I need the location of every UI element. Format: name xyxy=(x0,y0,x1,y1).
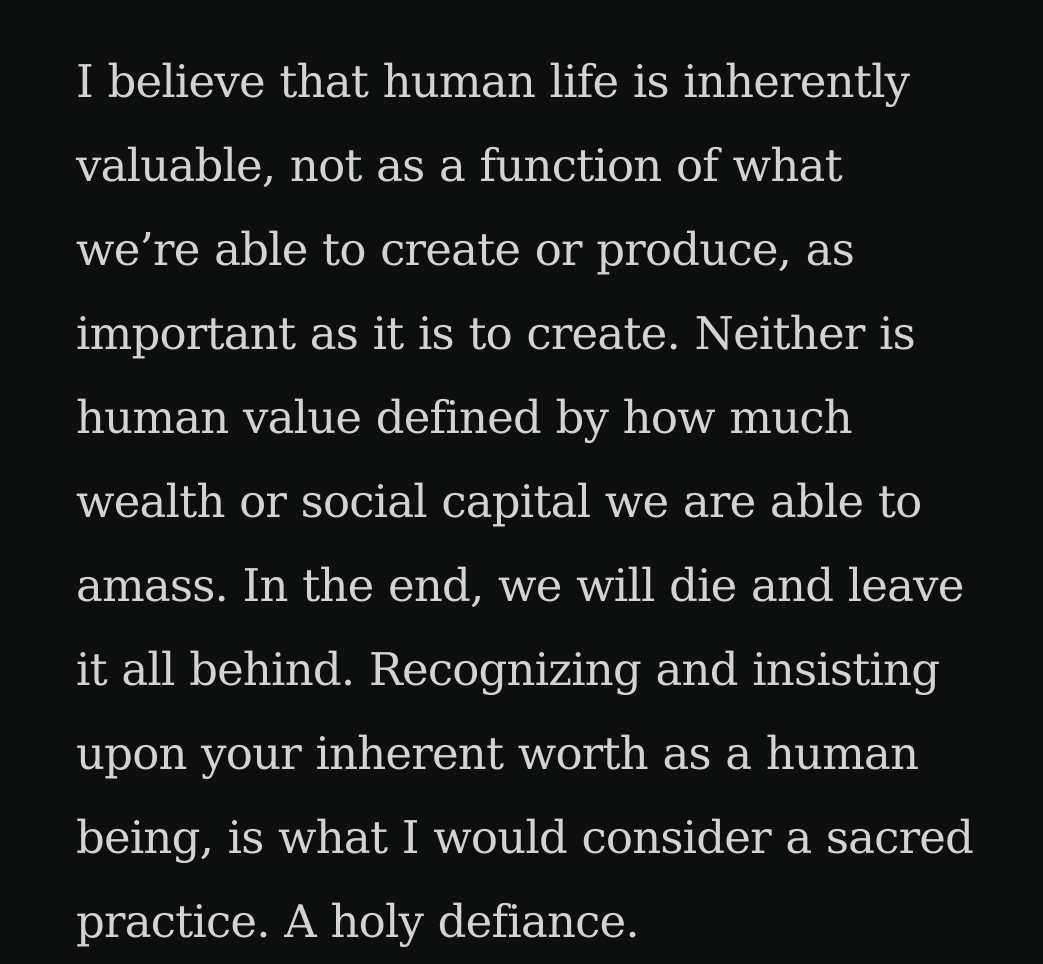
passage-line: important as it is to create. Neither is xyxy=(76,307,915,360)
passage-line: amass. In the end, we will die and leave xyxy=(76,559,964,612)
passage-line: human value defined by how much xyxy=(76,391,852,444)
passage-line: we’re able to create or produce, as xyxy=(76,223,855,276)
passage-line: being, is what I would consider a sacred xyxy=(76,811,974,864)
passage-line: practice. A holy defiance. xyxy=(76,895,639,948)
passage-line: valuable, not as a function of what xyxy=(76,139,842,192)
passage-line: upon your inherent worth as a human xyxy=(76,727,919,780)
passage-line: it all behind. Recognizing and insisting xyxy=(76,643,940,696)
passage-line: wealth or social capital we are able to xyxy=(76,475,922,528)
passage-line: I believe that human life is inherently xyxy=(76,55,910,108)
text-passage xyxy=(76,40,1023,964)
